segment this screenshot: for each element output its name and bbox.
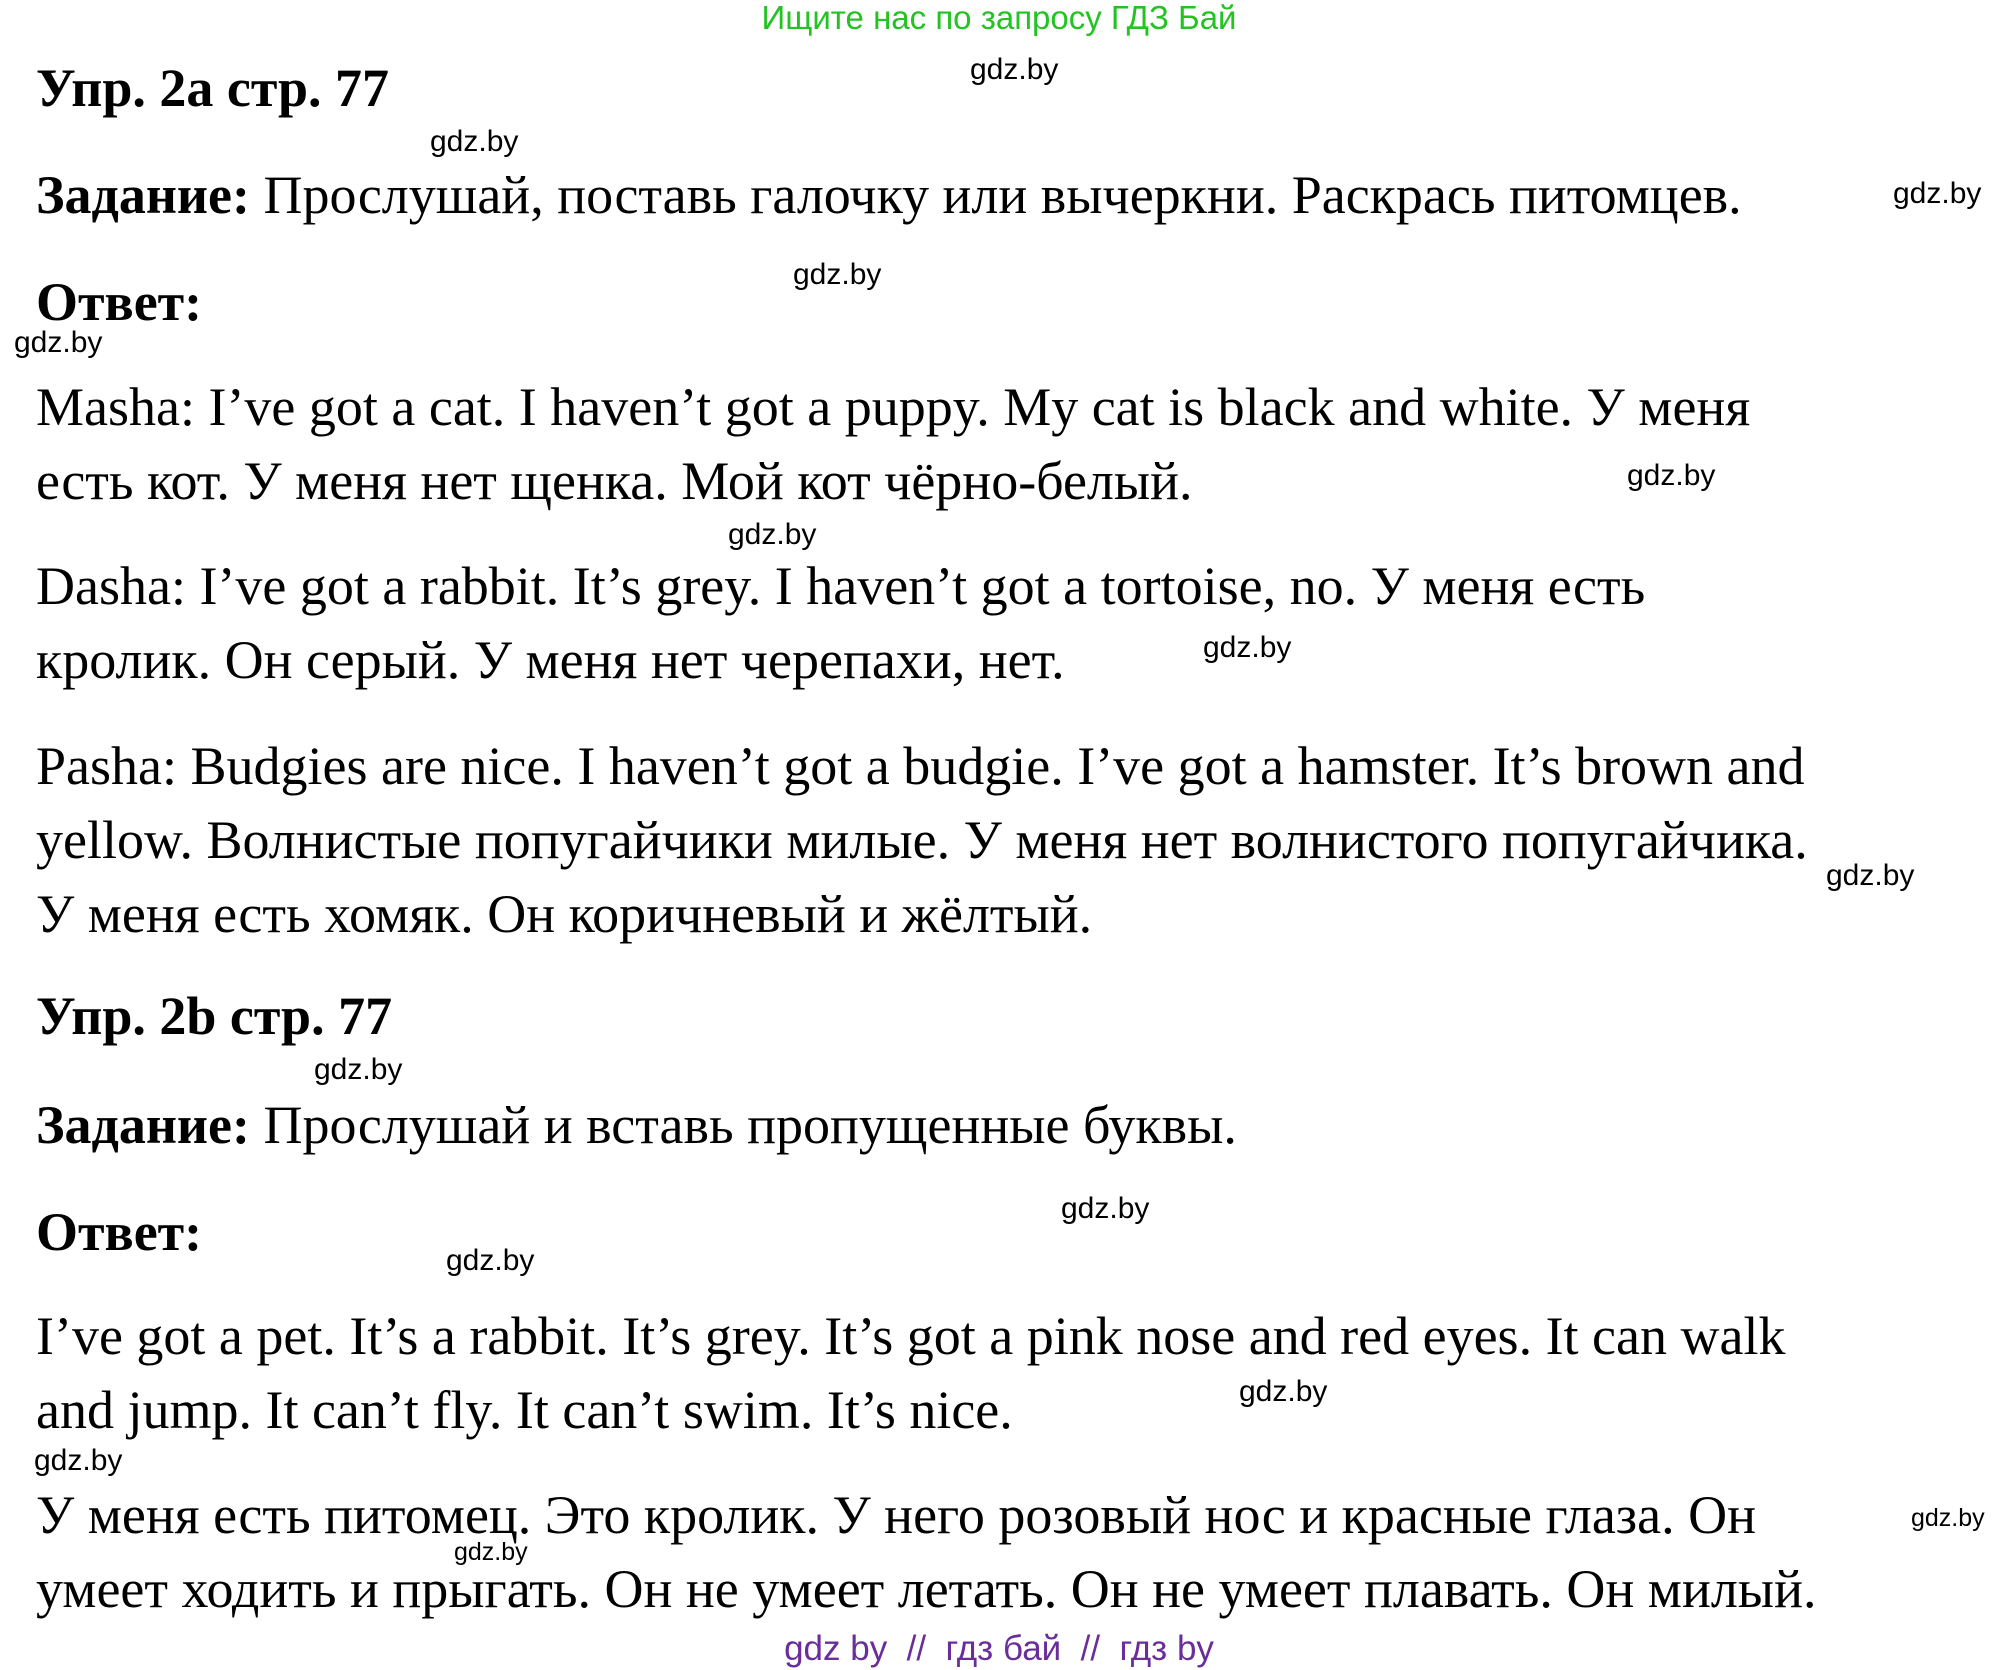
watermark: gdz.by — [1911, 1504, 1985, 1532]
paragraph-line: Pasha: Budgies are nice. I haven’t got a budgie. I’ve got a hamster. It’s brown and — [36, 736, 1805, 796]
paragraph-line: У меня есть хомяк. Он коричневый и жёлтый. — [36, 884, 1093, 944]
paragraph-line: У меня есть питомец. Это кролик. У него розовый нос и красные глаза. Он — [36, 1485, 1756, 1545]
masha-paragraph — [36, 370, 1976, 518]
exercise-2b-answer-label: Ответ: — [36, 1202, 203, 1262]
watermark: gdz.by — [314, 1053, 403, 1086]
russian-answer-paragraph — [36, 1478, 1976, 1626]
watermark: gdz.by — [1239, 1375, 1328, 1408]
paragraph-line: есть кот. У меня нет щенка. Мой кот чёрно-белый. — [36, 451, 1193, 511]
exercise-2a-heading: Упр. 2a стр. 77 — [36, 58, 390, 118]
english-answer-paragraph — [36, 1299, 1976, 1447]
watermark: gdz.by — [34, 1444, 123, 1477]
watermark: gdz.by — [1893, 177, 1982, 210]
watermark: gdz.by — [14, 326, 103, 359]
watermark: gdz.by — [1627, 459, 1716, 492]
watermark: gdz.by — [446, 1244, 535, 1277]
watermark: gdz.by — [454, 1538, 528, 1566]
watermark: gdz.by — [1203, 631, 1292, 664]
pasha-paragraph — [36, 729, 1976, 951]
task-label: Задание: — [36, 165, 250, 225]
task-text: Прослушай и вставь пропущенные буквы. — [250, 1095, 1237, 1155]
watermark: gdz.by — [793, 258, 882, 291]
paragraph-line: yellow. Волнистые попугайчики милые. У меня нет волнистого попугайчика. — [36, 810, 1808, 870]
task-label: Задание: — [36, 1095, 250, 1155]
dasha-paragraph — [36, 549, 1976, 697]
exercise-2b-task — [36, 1095, 1237, 1155]
paragraph-line: умеет ходить и прыгать. Он не умеет летать. Он не умеет плавать. Он милый. — [36, 1559, 1817, 1619]
paragraph-line: Masha: I’ve got a cat. I haven’t got a puppy. My cat is black and white. У меня — [36, 377, 1751, 437]
paragraph-line: I’ve got a pet. It’s a rabbit. It’s grey. It’s got a pink nose and red eyes. It can walk — [36, 1306, 1786, 1366]
exercise-2b-heading: Упр. 2b стр. 77 — [36, 986, 393, 1046]
watermark: gdz.by — [1826, 859, 1915, 892]
exercise-2a-answer-label: Ответ: — [36, 272, 203, 332]
top-banner: Ищите нас по запросу ГДЗ Бай — [761, 0, 1237, 36]
footer-watermark: gdz by // гдз бай // гдз by — [784, 1629, 1214, 1668]
watermark: gdz.by — [430, 125, 519, 158]
exercise-2a-task — [36, 165, 1742, 225]
watermark: gdz.by — [1061, 1192, 1150, 1225]
task-text: Прослушай, поставь галочку или вычеркни. Раскрась питомцев. — [250, 165, 1742, 225]
watermark: gdz.by — [728, 518, 817, 551]
paragraph-line: кролик. Он серый. У меня нет черепахи, нет. — [36, 630, 1065, 690]
paragraph-line: Dasha: I’ve got a rabbit. It’s grey. I haven’t got a tortoise, no. У меня есть — [36, 556, 1646, 616]
watermark: gdz.by — [970, 53, 1059, 86]
paragraph-line: and jump. It can’t fly. It can’t swim. It’s nice. — [36, 1380, 1013, 1440]
